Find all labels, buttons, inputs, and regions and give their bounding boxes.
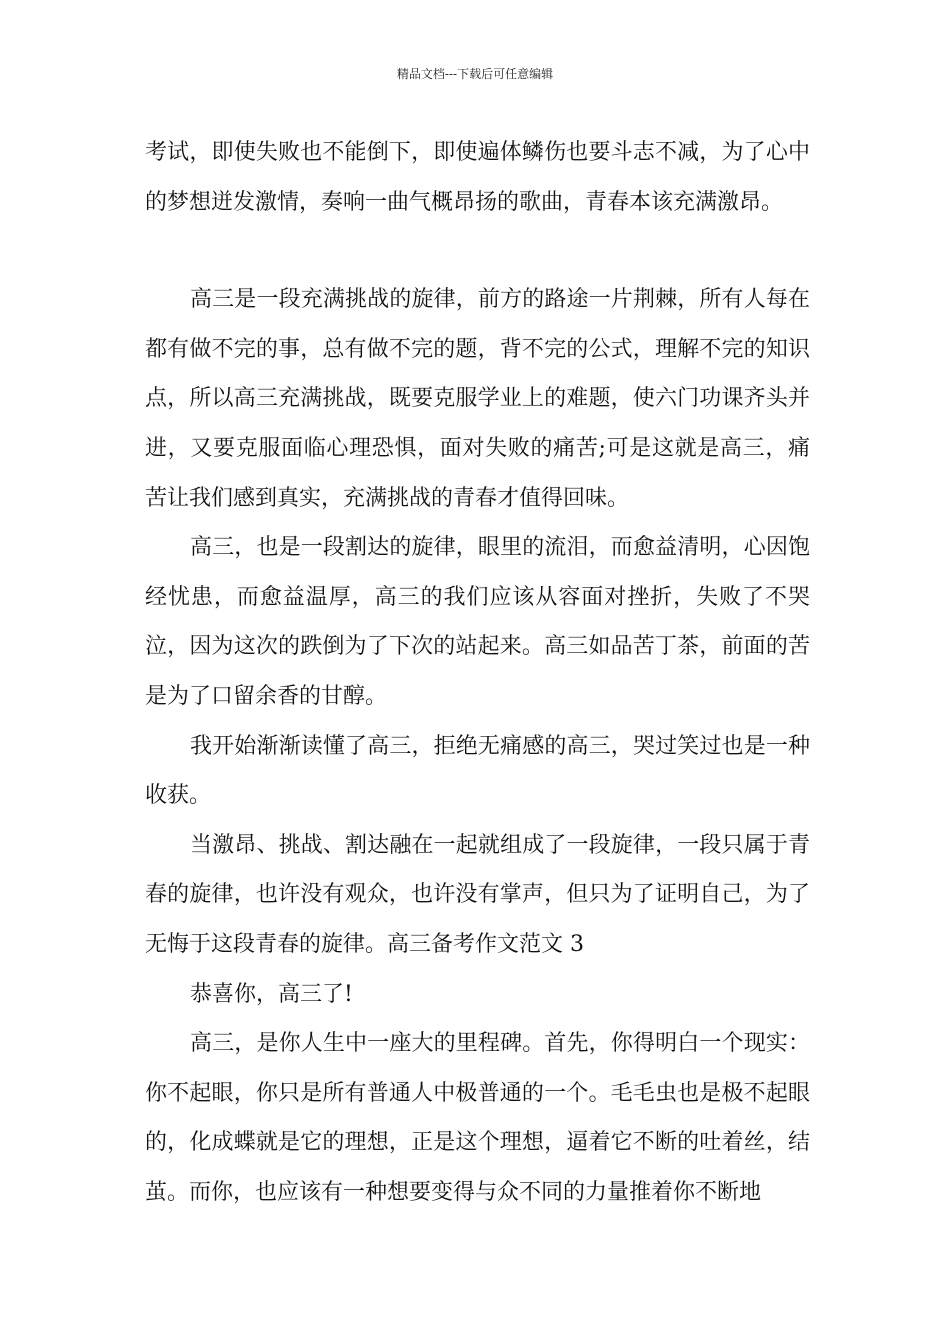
paragraph-3: 高三，也是一段割达的旋律，眼里的流泪，而愈益清明，心因饱经忧患，而愈益温厚，高三的我们应该从容面对挫折，失败了不哭泣，因为这次的跌倒为了下次的站起来。高三如品苦丁茶，前面的苦是为了口留余香的甘醇。 <box>145 535 810 709</box>
paragraph-4: 我开始渐渐读懂了高三，拒绝无痛感的高三，哭过笑过也是一种收获。 <box>145 733 810 809</box>
paragraph-5: 当激昂、挑战、割达融在一起就组成了一段旋律，一段只属于青春的旋律，也许没有观众，也许没有掌声，但只为了证明自己，为了无悔于这段青春的旋律。高三备考作文范文 3 <box>145 832 810 957</box>
paragraph-7: 高三，是你人生中一座大的里程碑。首先，你得明白一个现实：你不起眼，你只是所有普通人中极普通的一个。毛毛虫也是极不起眼的，化成蝶就是它的理想，正是这个理想，逼着它不断的吐着丝，结茧。而你，也应该有一种想要变得与众不同的力量推着你不断地 <box>145 1031 810 1205</box>
paragraph-2: 高三是一段充满挑战的旋律，前方的路途一片荆棘，所有人每在都有做不完的事，总有做不完的题，背不完的公式，理解不完的知识点，所以高三充满挑战，既要克服学业上的难题，使六门功课齐头并进，又要克服面临心理恐惧，面对失败的痛苦;可是这就是高三，痛苦让我们感到真实，充满挑战的青春才值得回味。 <box>145 287 810 511</box>
paragraph-1: 考试，即使失败也不能倒下，即使遍体鳞伤也要斗志不减，为了心中的梦想迸发激情，奏响一曲气概昂扬的歌曲，青春本该充满激昂。 <box>145 140 810 215</box>
document-body <box>145 128 810 1217</box>
paragraph-6: 恭喜你，高三了! <box>190 981 353 1007</box>
page-header: 精品文档---下载后可任意编辑 <box>396 67 554 81</box>
